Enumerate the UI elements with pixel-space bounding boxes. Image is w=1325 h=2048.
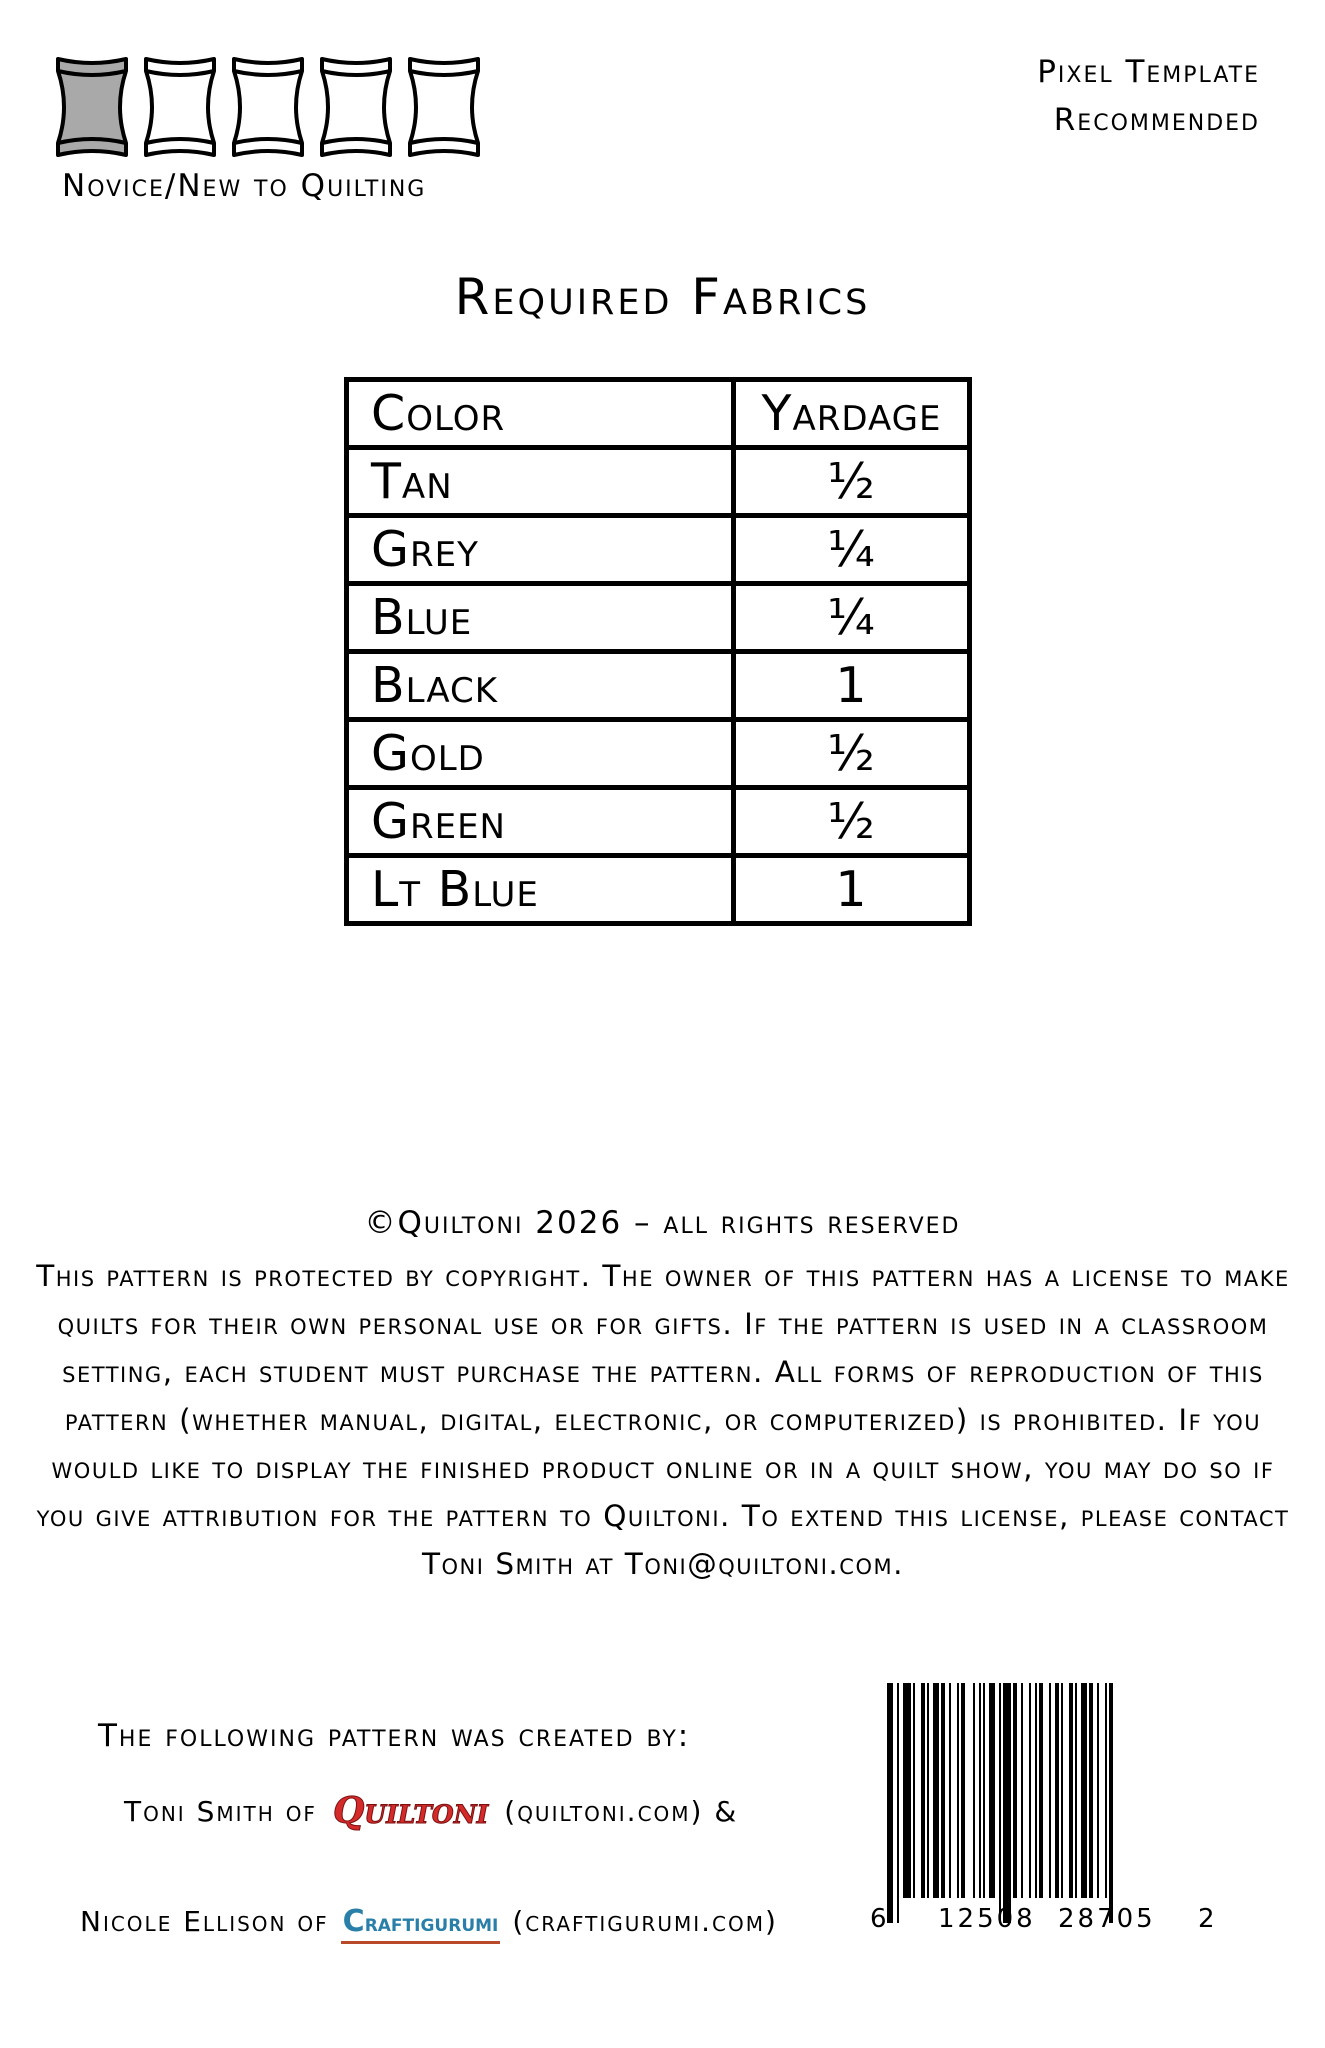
fabric-color: Tan — [347, 448, 734, 516]
copyright-line: ©Quiltoni 2026 – all rights reserved — [364, 1205, 961, 1241]
barcode-bar — [949, 1683, 951, 1898]
barcode-digits-right: 28705 — [1058, 1904, 1156, 1934]
barcode-digits-left: 12508 — [938, 1904, 1036, 1934]
created-by-heading: The following pattern was created by: — [98, 1718, 691, 1754]
barcode-bar — [1003, 1683, 1011, 1923]
column-header-color: Color — [347, 380, 734, 448]
template-note — [1037, 48, 1260, 144]
barcode-bar — [1013, 1683, 1017, 1898]
barcode-bar — [1061, 1683, 1063, 1898]
barcode-bar — [897, 1683, 899, 1923]
spool-icon — [322, 59, 390, 155]
barcode-bar — [1097, 1683, 1099, 1898]
designer-name-1: Toni Smith of — [124, 1794, 317, 1828]
fabric-yardage: ½ — [734, 720, 970, 788]
barcode-bar — [921, 1683, 925, 1898]
fabric-color: Lt Blue — [347, 856, 734, 924]
fabric-yardage: ¼ — [734, 584, 970, 652]
table-row — [347, 584, 970, 652]
template-note-line1: Pixel Template — [1037, 54, 1260, 90]
barcode-bar — [1029, 1683, 1031, 1898]
barcode-bar — [887, 1683, 893, 1923]
required-fabrics-title: Required Fabrics — [454, 268, 871, 326]
fabric-color: Green — [347, 788, 734, 856]
barcode-bar — [1105, 1683, 1107, 1898]
barcode-digits — [868, 1904, 1218, 1938]
fabric-yardage: ½ — [734, 788, 970, 856]
spool-icon — [410, 59, 478, 155]
skill-level-spools — [52, 55, 492, 160]
table-header-row — [347, 380, 970, 448]
fabric-yardage: 1 — [734, 652, 970, 720]
barcode-bar — [913, 1683, 915, 1898]
barcode-bar — [983, 1683, 985, 1898]
designer-name-2: Nicole Ellison of — [80, 1904, 329, 1938]
template-note-line2: Recommended — [1053, 102, 1260, 138]
barcode-bar — [1021, 1683, 1023, 1898]
barcode-digit-lead: 6 — [870, 1904, 890, 1934]
barcode-bar — [903, 1683, 911, 1898]
license-text: This pattern is protected by copyright. The owner of this pattern has a license to make quilts for their own personal use or for gifts. If the pattern is used in a classroom setting, each student must purchase the pattern. All forms of reproduction of this pattern (whether manual, digital, electronic, or computerized) is prohibited. If you would like to display the finished product online or in a quilt show, you may do so if you give attribution for the pattern to Quiltoni. To extend this license, please contact Toni Smith at Toni@quiltoni.com. — [36, 1259, 1290, 1581]
barcode-bar — [957, 1683, 959, 1898]
barcode-digit-check: 2 — [1198, 1904, 1218, 1934]
barcode-bar — [941, 1683, 945, 1898]
spool-icon — [234, 59, 302, 155]
barcode-bar — [1075, 1683, 1077, 1898]
barcode-bar — [989, 1683, 995, 1898]
barcode-bar — [933, 1683, 939, 1898]
table-row — [347, 720, 970, 788]
fabric-yardage: 1 — [734, 856, 970, 924]
fabric-color: Grey — [347, 516, 734, 584]
column-header-yardage: Yardage — [734, 380, 970, 448]
credit-craftigurumi — [80, 1898, 778, 1944]
barcode-bar — [1069, 1683, 1073, 1898]
fabric-table — [344, 377, 972, 926]
fabric-yardage: ¼ — [734, 516, 970, 584]
fabric-color: Black — [347, 652, 734, 720]
table-row — [347, 516, 970, 584]
barcode — [887, 1683, 1192, 1923]
barcode-bar — [999, 1683, 1001, 1923]
table-row — [347, 448, 970, 516]
craftigurumi-site: (craftigurumi.com) — [512, 1904, 778, 1938]
fabric-yardage: ½ — [734, 448, 970, 516]
barcode-bar — [1109, 1683, 1113, 1923]
craftigurumi-logo: CRAFTIGURUMI — [341, 1898, 501, 1944]
barcode-bar — [927, 1683, 929, 1898]
table-row — [347, 652, 970, 720]
barcode-bar — [1081, 1683, 1087, 1898]
barcode-bar — [961, 1683, 965, 1898]
skill-level-label: Novice/New to Quilting — [62, 168, 427, 204]
spool-icon — [146, 59, 214, 155]
quiltoni-site: (quiltoni.com) & — [504, 1794, 739, 1828]
fabric-color: Gold — [347, 720, 734, 788]
spool-icon — [58, 59, 126, 155]
fabric-color: Blue — [347, 584, 734, 652]
barcode-bar — [1055, 1683, 1059, 1898]
barcode-bar — [1049, 1683, 1051, 1898]
barcode-bar — [1035, 1683, 1037, 1898]
table-row — [347, 856, 970, 924]
barcode-bar — [1089, 1683, 1093, 1898]
barcode-bar — [1039, 1683, 1043, 1898]
table-row — [347, 788, 970, 856]
quiltoni-logo: Quiltoni — [332, 1790, 489, 1832]
credit-quiltoni — [124, 1788, 738, 1834]
barcode-bar — [973, 1683, 975, 1898]
barcode-bar — [979, 1683, 981, 1898]
